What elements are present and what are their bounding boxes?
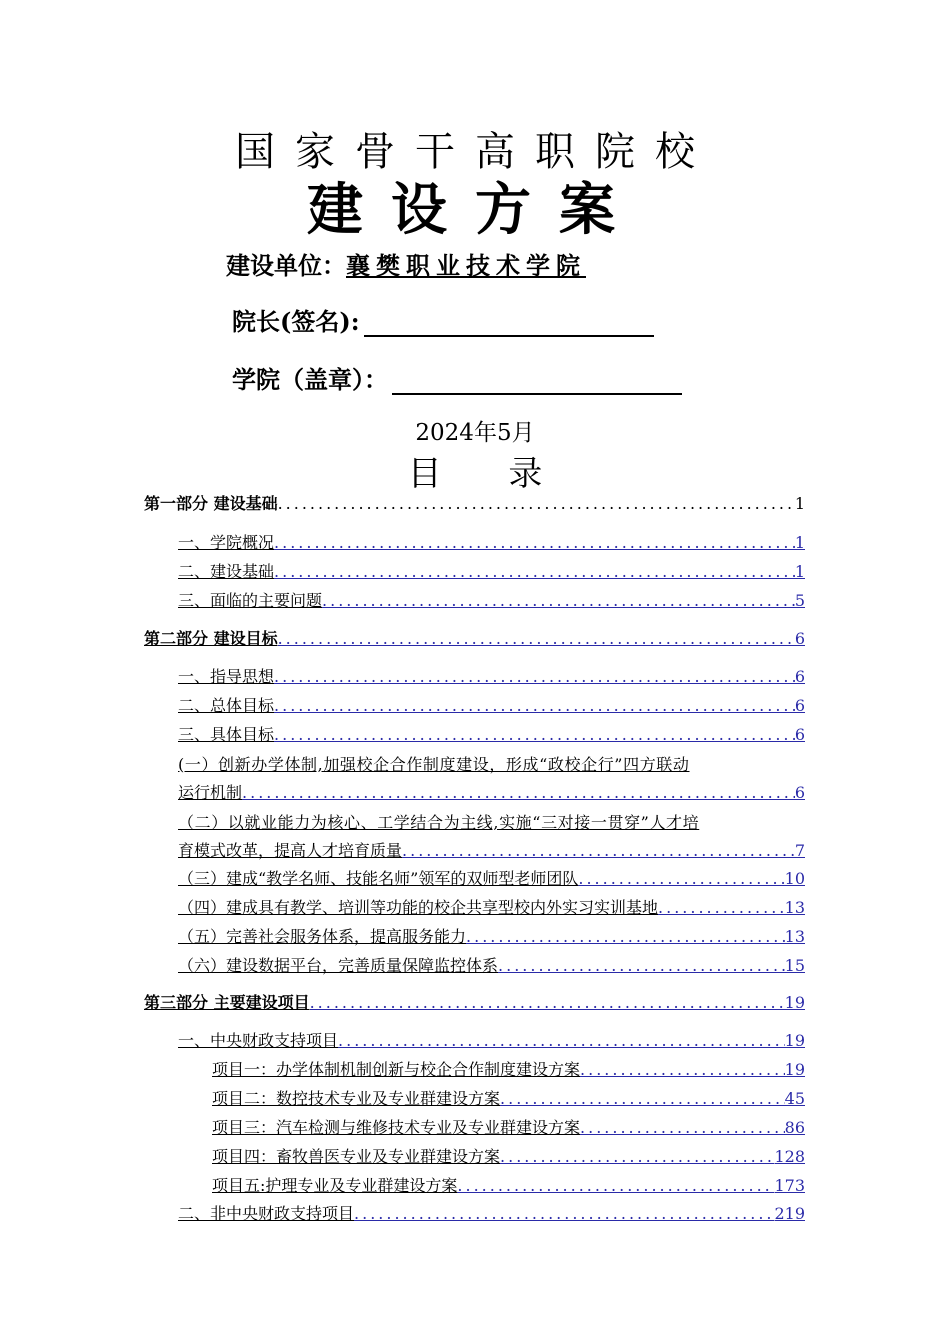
- toc-entry[interactable]: 一、学院概况 ..... 1: [178, 532, 805, 554]
- toc-entry[interactable]: 二、建设基础 ..... 1: [178, 561, 805, 583]
- toc-entry[interactable]: 二、非中央财政支持项目 ..... 219: [178, 1203, 805, 1225]
- construction-unit-label: 建设单位：: [226, 251, 346, 280]
- toc-entry[interactable]: 项目一：办学体制机制创新与校企合作制度建设方案 ..... 19: [212, 1059, 805, 1081]
- college-seal-line: [392, 367, 682, 395]
- toc-entry[interactable]: 项目三：汽车检测与维修技术专业及专业群建设方案 ..... 86: [212, 1117, 805, 1139]
- toc-entry[interactable]: 项目二：数控技术专业及专业群建设方案 ..... 45: [212, 1088, 805, 1110]
- document-date: 2024年5月: [415, 420, 535, 446]
- toc-entry[interactable]: （五）完善社会服务体系，提高服务能力 ..... 13: [178, 926, 805, 948]
- toc-entry[interactable]: （六）建设数据平台，完善质量保障监控体系 ..... 15: [178, 955, 805, 977]
- toc-entry[interactable]: 第三部分 主要建设项目 ..... 19: [144, 992, 805, 1014]
- construction-unit-value: 襄樊职业技术学院: [346, 251, 586, 280]
- toc-title: 目 录: [407, 454, 571, 494]
- toc-entry[interactable]: 二、总体目标 ..... 6: [178, 695, 805, 717]
- toc-entry[interactable]: 三、具体目标 ..... 6: [178, 724, 805, 746]
- toc-entry-continuation[interactable]: 运行机制 ..... 6: [178, 782, 805, 804]
- toc-entry-continuation[interactable]: 育模式改革，提高人才培育质量 ..... 7: [178, 840, 805, 862]
- construction-unit-row: [226, 246, 586, 281]
- president-signature-row: [232, 302, 654, 337]
- toc-entry[interactable]: 三、面临的主要问题 ..... 5: [178, 590, 805, 612]
- college-seal-label: 学院（盖章）：: [232, 365, 388, 394]
- toc-entry[interactable]: 第二部分 建设目标 ..... 6: [144, 628, 805, 650]
- cover-title-line2: 建设方案: [307, 177, 643, 243]
- toc-entry[interactable]: 项目四：畜牧兽医专业及专业群建设方案 ..... 128: [212, 1146, 805, 1168]
- toc-entry[interactable]: 项目五:护理专业及专业群建设方案 ..... 173: [212, 1175, 805, 1197]
- toc-entry[interactable]: 一、指导思想 ..... 6: [178, 666, 805, 688]
- college-seal-row: [232, 360, 682, 395]
- cover-title-line1: 国家骨干高职院校: [235, 129, 715, 175]
- toc-entry[interactable]: （二）以就业能力为核心、工学结合为主线,实施“三对接一贯穿”人才培: [178, 813, 700, 832]
- toc-entry[interactable]: （三）建成“教学名师、技能名师”领军的双师型老师团队 ..... 10: [178, 868, 805, 890]
- toc-entry[interactable]: (一）创新办学体制,加强校企合作制度建设，形成“政校企行”四方联动: [178, 755, 690, 774]
- toc-entry[interactable]: 一、中央财政支持项目 ..... 19: [178, 1030, 805, 1052]
- toc-entry[interactable]: 第一部分 建设基础 ..... 1: [144, 493, 805, 515]
- president-signature-label: 院长(签名):: [232, 307, 360, 336]
- toc-entry[interactable]: （四）建成具有教学、培训等功能的校企共享型校内外实习实训基地 ..... 13: [178, 897, 805, 919]
- president-signature-line: [364, 309, 654, 337]
